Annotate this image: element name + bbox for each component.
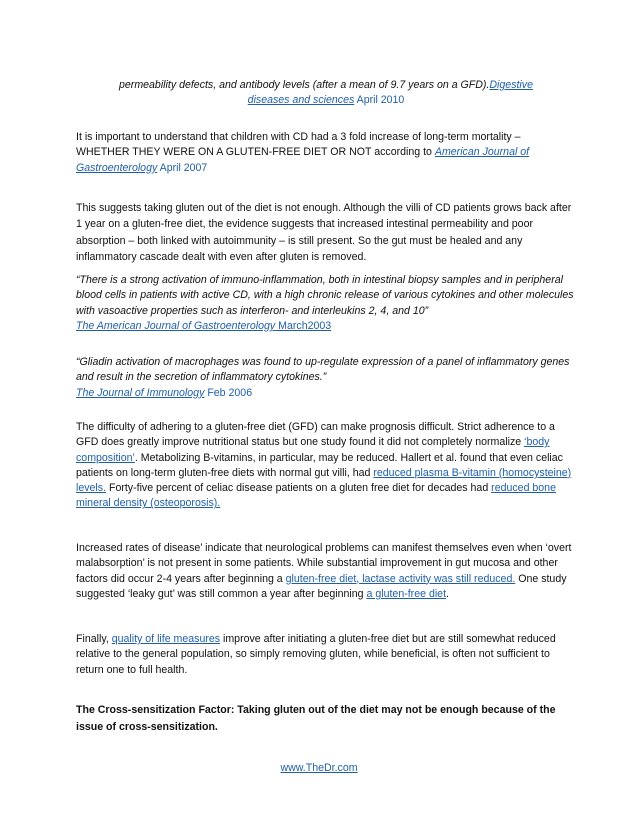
ajg-link-2[interactable]: Gastroenterology [76, 161, 158, 174]
ajg-2003-link[interactable]: The American Journal of Gastroenterology [76, 319, 276, 332]
gluten-free-diet-link[interactable]: a gluten-free diet [366, 587, 447, 600]
quote-gliadin: “Gliadin activation of macrophages was found to up-regulate expression of a panel of inflammatory genes and result in the secretion of inflammatory cytokines.” The Journal of Immunology Feb 2006 [76, 356, 570, 399]
digestive-diseases-link-2[interactable]: diseases and sciences [247, 94, 355, 107]
journal-immunology-link[interactable]: The Journal of Immunology [76, 386, 205, 399]
thedr-website-link[interactable]: www.TheDr.com [280, 762, 358, 774]
ajg-link-1[interactable]: American Journal of [434, 146, 530, 159]
mortality-date: April 2007 [157, 161, 208, 174]
ajg-2003-date[interactable]: March2003 [275, 319, 332, 332]
bone-density-link[interactable]: reduced bone mineral density (osteoporosis). [76, 482, 556, 510]
neurological-paragraph: Increased rates of disease’ indicate that neurological problems can manifest themselves even when ‘overt malabsorption’ is not present in some patients. While substantial improvement in gut mucosa and other factors did occur 2-4 years after beginning a gluten-free diet, lactase activity was still reduced. One study suggested ‘leaky gut’ was still common a year after beginning a gluten-free diet. [76, 542, 572, 600]
quote-immuno-inflammation: “There is a strong activation of immuno-inflammation, both in intestinal biopsy samples and in peripheral blood cells in patients with active CD, with a high chronic release of various cytokines and other molecules with vasoactive properties such as interferon- and interleukins 2, 4, and 10” The American Journal of Gastroenterology March2003 [76, 274, 574, 332]
quality-of-life-paragraph: Finally, quality of life measures improve after initiating a gluten-free diet but are still somewhat reduced relative to the general population, so simply removing gluten, while beneficial, is often not sufficient to return one to full health. [76, 633, 556, 676]
gfd-difficulty-paragraph: The difficulty of adhering to a gluten-free diet (GFD) can make prognosis difficult. Strict adherence to a GFD does greatly improve nutritional status but one study found it did not completely normalize ‘body composition’. Metabolizing B-vitamins, in particular, may be reduced. Hallert et al. found that even celiac patients on long-term gluten-free diets with normal gut villi, had reduced plasma B-vitamin (homocysteine) levels. Forty-five percent of celiac disease patients on a gluten free diet for decades had reduced bone mineral density (osteoporosis). [76, 421, 572, 510]
villi-paragraph: This suggests taking gluten out of the diet is not enough. Although the villi of CD patients grows back after 1 year on a gluten-free diet, the evidence suggests that increased intestinal permeability and poor absorption – both linked with autoimmunity – is still present. So the gut must be healed and any inflammatory cascade dealt with even after gluten is removed. [76, 202, 572, 264]
mortality-paragraph: It is important to understand that children with CD had a 3 fold increase of long-term mortality – WHETHER THEY WERE ON A GLUTEN-FREE DIET OR NOT according to American Journal of Gastroenterology April 2007 [76, 131, 530, 174]
journal-immunology-date: Feb 2006 [204, 386, 253, 399]
page-footer [0, 762, 638, 774]
quality-of-life-link[interactable]: quality of life measures [111, 633, 221, 645]
lactase-activity-link[interactable]: gluten-free diet, lactase activity was still reduced. [285, 572, 516, 585]
intro-date: April 2010 [354, 94, 405, 107]
digestive-diseases-link-1[interactable]: Digestive [489, 79, 533, 91]
cross-sensitization-heading: The Cross-sensitization Factor: Taking gluten out of the diet may not be enough because of the issue of cross-sensitization. [76, 704, 556, 733]
body-composition-link[interactable]: ‘body composition’ [76, 436, 550, 464]
b-vitamin-link[interactable]: reduced plasma B-vitamin (homocysteine) levels. [76, 466, 572, 495]
intro-paragraph: permeability defects, and antibody levels (after a mean of 9.7 years on a GFD).Digestive diseases and sciences April 2010 [119, 79, 533, 107]
